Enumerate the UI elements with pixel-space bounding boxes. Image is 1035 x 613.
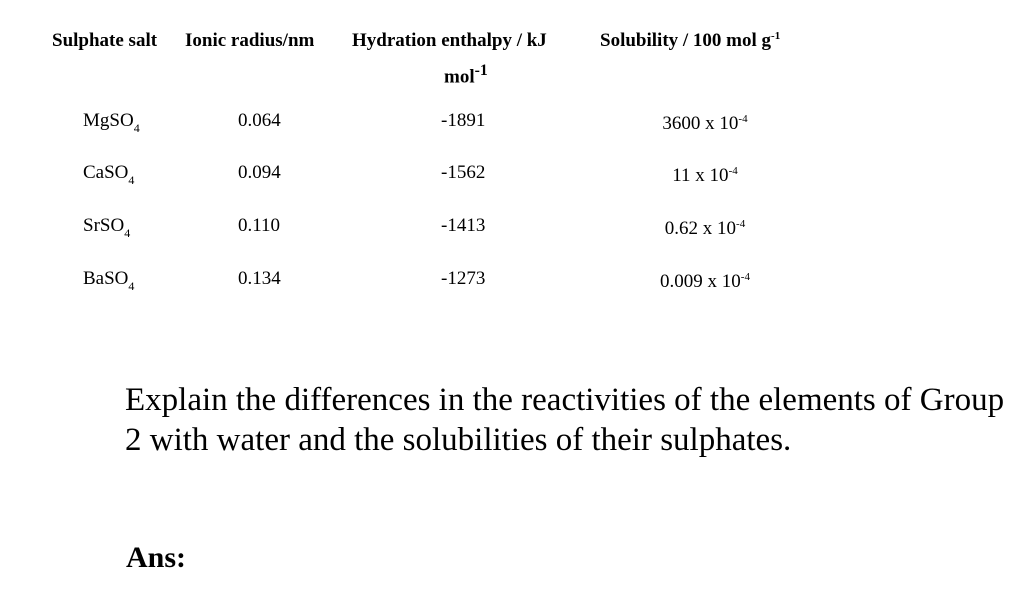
salt-subscript: 4	[124, 226, 131, 240]
row-caso4-salt	[83, 162, 135, 187]
row-srso4-salt	[83, 215, 131, 240]
header-hydration-enthalpy: Hydration enthalpy / kJ	[352, 30, 547, 51]
row-baso4-salt	[83, 268, 135, 293]
header-solubility	[600, 30, 780, 52]
row-caso4-hydration: -1562	[441, 162, 486, 183]
row-srso4-solubility	[595, 218, 815, 240]
hydration-unit-exponent: -1	[474, 62, 488, 79]
hydration-unit-base: mol	[444, 66, 475, 88]
salt-subscript: 4	[128, 173, 135, 187]
solubility-header-label: Solubility / 100 mol g	[600, 30, 772, 51]
salt-formula: MgSO	[83, 110, 134, 131]
row-mgso4-solubility	[595, 113, 815, 135]
salt-formula: CaSO	[83, 162, 129, 183]
row-caso4-solubility	[595, 165, 815, 187]
salt-formula: BaSO	[83, 268, 129, 289]
row-baso4-radius: 0.134	[238, 268, 281, 289]
row-baso4-solubility	[595, 271, 815, 293]
solubility-value: 0.009 x 10	[660, 271, 741, 292]
row-mgso4-hydration: -1891	[441, 110, 486, 131]
solubility-exponent: -4	[740, 271, 750, 283]
row-mgso4-salt	[83, 110, 140, 135]
row-srso4-radius: 0.110	[238, 215, 281, 236]
header-hydration-unit	[444, 60, 488, 88]
row-mgso4-radius: 0.064	[238, 110, 281, 131]
salt-subscript: 4	[128, 279, 135, 293]
row-baso4-hydration: -1273	[441, 268, 486, 289]
solubility-exponent: -4	[736, 218, 746, 230]
solubility-exponent: -4	[728, 165, 738, 177]
solubility-value: 3600 x 10	[662, 113, 739, 134]
question-text: Explain the differences in the reactivities of the elements of Group 2 with water and the solubilities of their sulphates.	[125, 382, 1005, 458]
header-sulphate-salt: Sulphate salt	[52, 30, 158, 51]
answer-label: Ans:	[126, 541, 187, 574]
solubility-header-exponent: -1	[771, 30, 781, 42]
header-ionic-radius: Ionic radius/nm	[185, 30, 315, 51]
salt-subscript: 4	[133, 121, 140, 135]
solubility-exponent: -4	[738, 113, 748, 125]
salt-formula: SrSO	[83, 215, 125, 236]
row-srso4-hydration: -1413	[441, 215, 486, 236]
solubility-value: 0.62 x 10	[664, 218, 737, 239]
solubility-value: 11 x 10	[672, 165, 729, 186]
row-caso4-radius: 0.094	[238, 162, 281, 183]
